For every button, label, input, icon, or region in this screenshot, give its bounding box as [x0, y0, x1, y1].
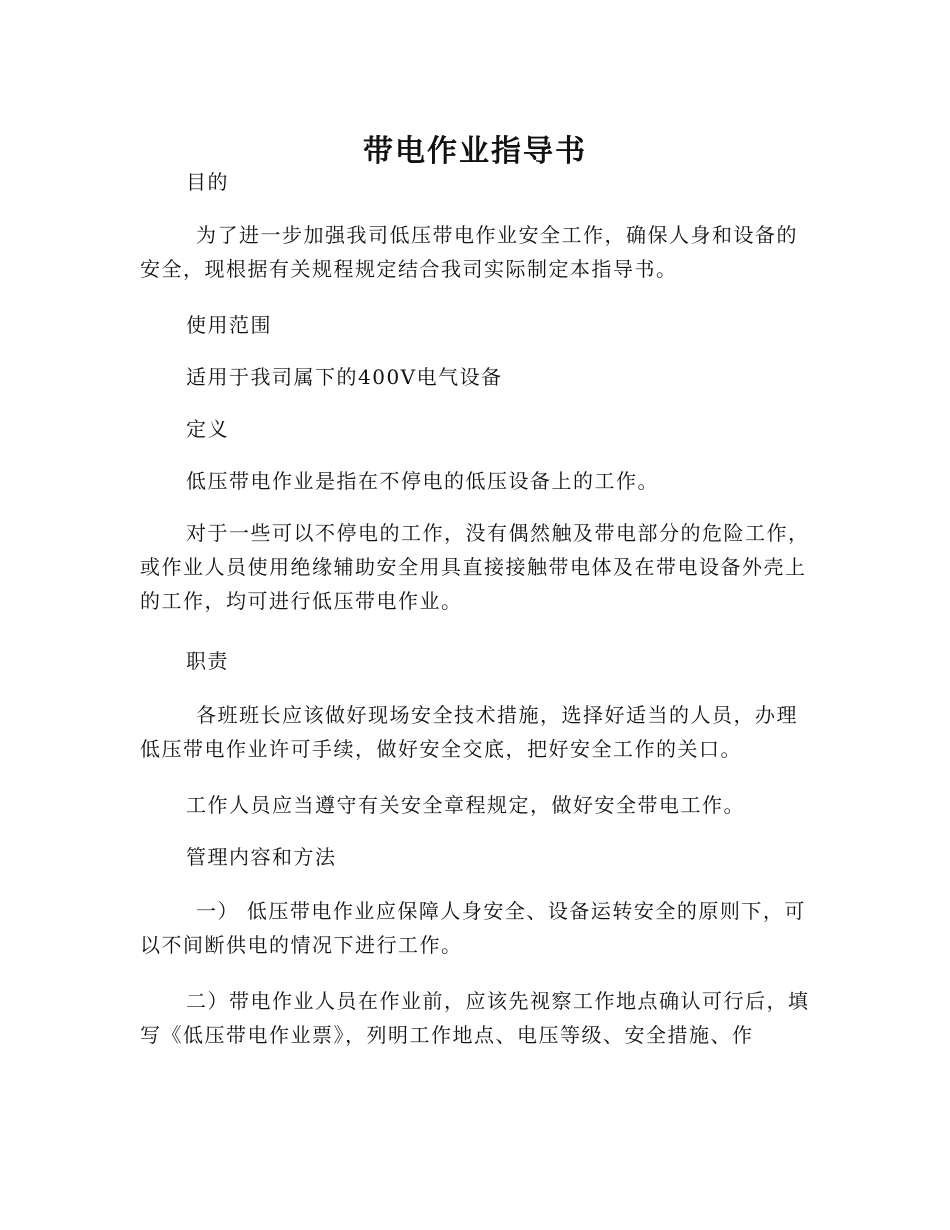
paragraph-management-1: 一） 低压带电作业应保障人身安全、设备运转安全的原则下，可以不间断供电的情况下进行工作。 — [140, 899, 806, 957]
section-heading-management: 管理内容和方法 — [186, 845, 337, 869]
section-heading-purpose: 目的 — [186, 170, 229, 194]
section-heading-definition: 定义 — [186, 417, 229, 441]
paragraph-management-2: 二）带电作业人员在作业前，应该先视察工作地点确认可行后，填写《低压带电作业票》，列明工作地点、电压等级、安全措施、作 — [140, 989, 810, 1047]
paragraph-definition-detail: 对于一些可以不停电的工作，没有偶然触及带电部分的危险工作，或作业人员使用绝缘辅助安全用具直接接触带电体及在带电设备外壳上的工作，均可进行低压带电作业。 — [140, 521, 810, 613]
paragraph-duties-leader: 各班班长应该做好现场安全技术措施，选择好适当的人员，办理低压带电作业许可手续，做好安全交底，把好安全工作的关口。 — [140, 703, 798, 761]
paragraph-scope: 适用于我司属下的400V电气设备 — [186, 365, 503, 389]
section-heading-scope: 使用范围 — [186, 313, 272, 337]
paragraph-purpose: 为了进一步加强我司低压带电作业安全工作，确保人身和设备的安全，现根据有关规程规定结合我司实际制定本指导书。 — [140, 223, 798, 281]
document-title: 带电作业指导书 — [363, 134, 587, 170]
paragraph-definition: 低压带电作业是指在不停电的低压设备上的工作。 — [186, 469, 659, 493]
paragraph-duties-staff: 工作人员应当遵守有关安全章程规定，做好安全带电工作。 — [186, 793, 745, 817]
section-heading-duties: 职责 — [186, 649, 229, 673]
